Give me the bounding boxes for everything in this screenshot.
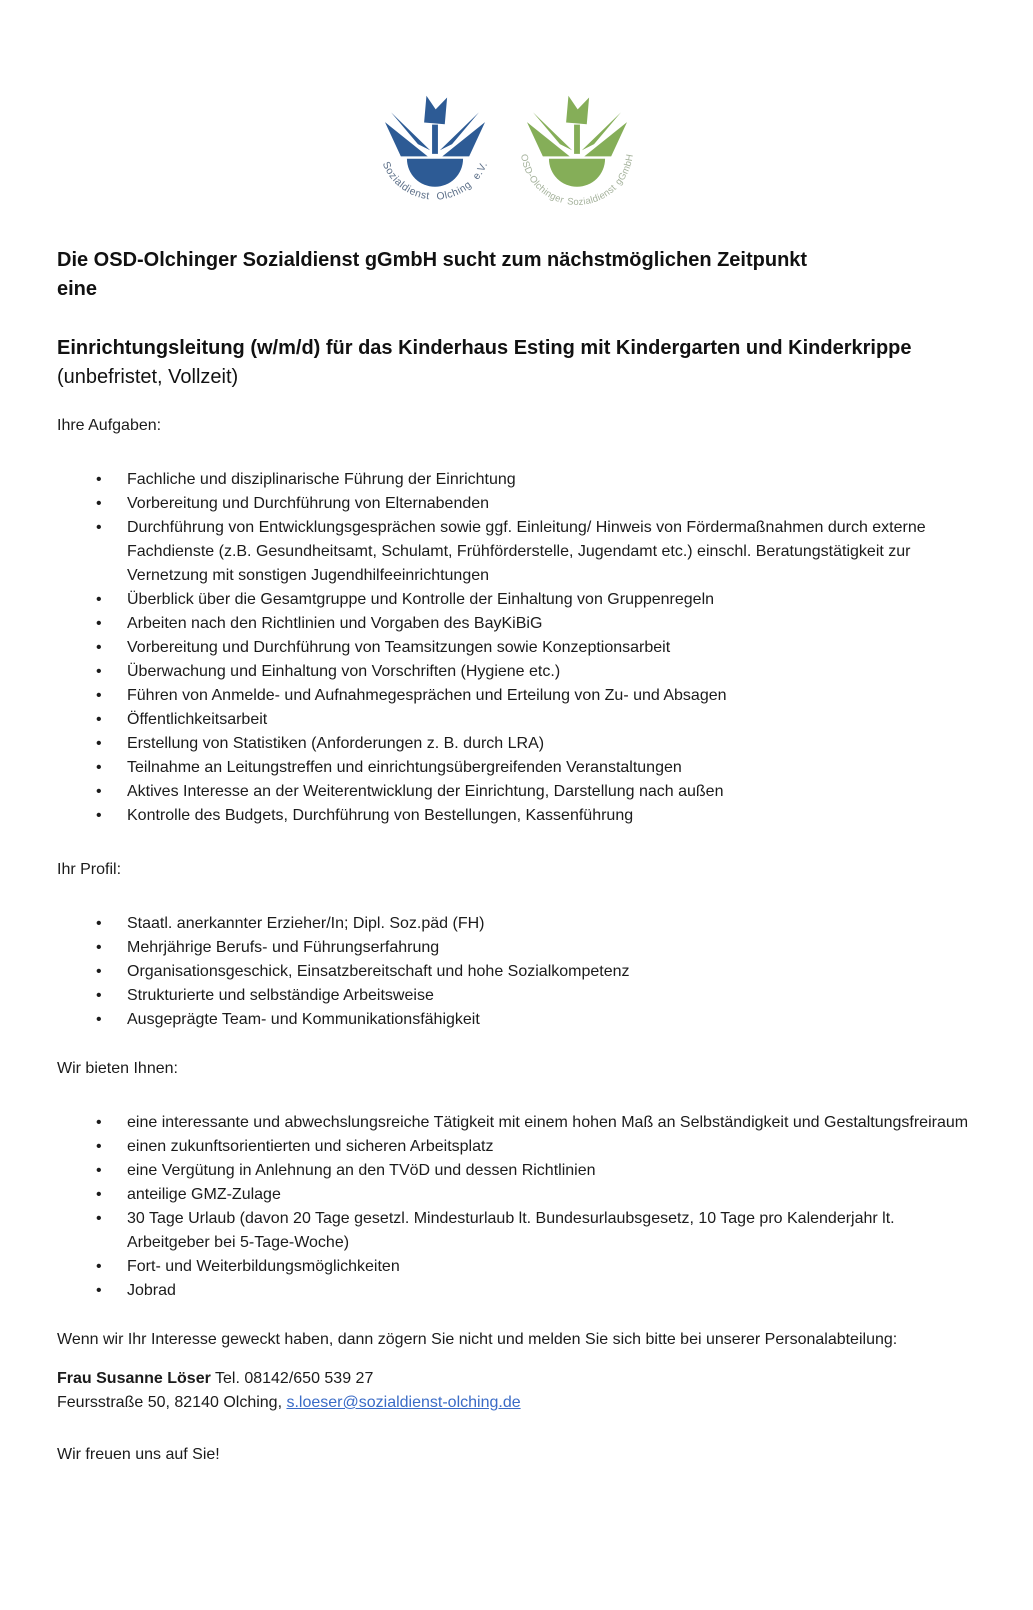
offer-item: • eine interessante und abwechslungsreiche Tätigkeit mit einem hohen Maß an Selbständigkeit und Gestaltungsfreiraum bbox=[57, 1111, 975, 1135]
tulip-base-halfcircle bbox=[549, 159, 605, 187]
job-title-bold: Einrichtungsleitung (w/m/d) für das Kinderhaus Esting mit Kindergarten und Kinderkrippe bbox=[57, 337, 912, 359]
tulip-bud bbox=[424, 96, 447, 125]
job-title-suffix: (unbefristet, Vollzeit) bbox=[57, 366, 239, 388]
offer-item: • Jobrad bbox=[57, 1279, 975, 1303]
contact-name: Frau Susanne Löser bbox=[57, 1370, 211, 1387]
intro-line-2: eine bbox=[57, 278, 98, 300]
intro-line-1: Die OSD-Olchinger Sozialdienst gGmbH sucht zum nächstmöglichen Zeitpunkt bbox=[57, 249, 808, 271]
offer-list bbox=[57, 1111, 975, 1303]
task-item: • Vorbereitung und Durchführung von Teamsitzungen sowie Konzeptionsarbeit bbox=[57, 636, 975, 660]
profile-item: • Strukturierte und selbständige Arbeitsweise bbox=[57, 984, 975, 1008]
job-title-heading bbox=[57, 334, 975, 392]
profile-item: • Mehrjährige Berufs- und Führungserfahrung bbox=[57, 936, 975, 960]
task-item: • Erstellung von Statistiken (Anforderungen z. B. durch LRA) bbox=[57, 732, 975, 756]
intro-heading bbox=[57, 246, 975, 304]
task-item: • Aktives Interesse an der Weiterentwicklung der Einrichtung, Darstellung nach außen bbox=[57, 780, 975, 804]
profile-item: • Organisationsgeschick, Einsatzbereitschaft und hohe Sozialkompetenz bbox=[57, 960, 975, 984]
tulip-emblem-green bbox=[527, 96, 627, 187]
contact-phone: Tel. 08142/650 539 27 bbox=[214, 1370, 374, 1387]
task-item: • Teilnahme an Leitungstreffen und einrichtungsübergreifenden Veranstaltungen bbox=[57, 756, 975, 780]
offer-item: • eine Vergütung in Anlehnung an den TVöD und dessen Richtlinien bbox=[57, 1159, 975, 1183]
logo-curved-text-green: OSD-Olchinger Sozialdienst gGmbH bbox=[518, 153, 636, 208]
contact-block bbox=[57, 1367, 975, 1415]
logo-osd-olchinger-ggmbh bbox=[516, 88, 638, 210]
offer-section-heading: Wir bieten Ihnen: bbox=[57, 1060, 178, 1077]
task-item: • Durchführung von Entwicklungsgesprächen sowie ggf. Einleitung/ Hinweis von Fördermaßnahmen durch externe Fachdienste (z.B. Gesundheitsamt, Schulamt, Frühförderstelle, Jugendamt etc.) einschl. Beratungstätigkeit zur Vernetzung mit sonstigen Jugendhilfeeinrichtungen bbox=[57, 516, 975, 588]
tulip-bud bbox=[566, 96, 589, 125]
logo-sozialdienst-olching-ev bbox=[374, 88, 496, 210]
task-item: • Arbeiten nach den Richtlinien und Vorgaben des BayKiBiG bbox=[57, 612, 975, 636]
tulip-stem bbox=[432, 125, 438, 154]
task-item: • Überwachung und Einhaltung von Vorschriften (Hygiene etc.) bbox=[57, 660, 975, 684]
profile-list bbox=[57, 912, 975, 1032]
offer-item: • 30 Tage Urlaub (davon 20 Tage gesetzl. Mindesturlaub lt. Bundesurlaubsgesetz, 10 Tage pro Kalenderjahr lt. Arbeitgeber bei 5-Tage-Woche) bbox=[57, 1207, 975, 1255]
task-item: • Führen von Anmelde- und Aufnahmegesprächen und Erteilung von Zu- und Absagen bbox=[57, 684, 975, 708]
task-item: • Kontrolle des Budgets, Durchführung von Bestellungen, Kassenführung bbox=[57, 804, 975, 828]
profile-section-heading: Ihr Profil: bbox=[57, 861, 122, 878]
tasks-list bbox=[57, 468, 975, 828]
tulip-emblem-blue bbox=[385, 96, 485, 187]
tulip-base-halfcircle bbox=[407, 159, 463, 187]
offer-item: • einen zukunftsorientierten und sicheren Arbeitsplatz bbox=[57, 1135, 975, 1159]
profile-item: • Ausgeprägte Team- und Kommunikationsfähigkeit bbox=[57, 1008, 975, 1032]
closing-paragraph: Wenn wir Ihr Interesse geweckt haben, dann zögern Sie nicht und melden Sie sich bitte bei unserer Personalabteilung: bbox=[57, 1331, 898, 1348]
farewell-text: Wir freuen uns auf Sie! bbox=[57, 1446, 220, 1463]
tulip-stem bbox=[574, 125, 580, 154]
task-item: • Vorbereitung und Durchführung von Elternabenden bbox=[57, 492, 975, 516]
task-item: • Öffentlichkeitsarbeit bbox=[57, 708, 975, 732]
task-item: • Überblick über die Gesamtgruppe und Kontrolle der Einhaltung von Gruppenregeln bbox=[57, 588, 975, 612]
logo-curved-text-blue: Sozialdienst Olching e.V. bbox=[379, 160, 491, 203]
logo-row bbox=[47, 88, 965, 210]
contact-address: Feursstraße 50, 82140 Olching, bbox=[57, 1394, 283, 1411]
profile-item: • Staatl. anerkannter Erzieher/In; Dipl. Soz.päd (FH) bbox=[57, 912, 975, 936]
contact-email-link[interactable]: s.loeser@sozialdienst-olching.de bbox=[286, 1394, 521, 1411]
offer-item: • Fort- und Weiterbildungsmöglichkeiten bbox=[57, 1255, 975, 1279]
tasks-section-heading: Ihre Aufgaben: bbox=[57, 417, 162, 434]
task-item: • Fachliche und disziplinarische Führung der Einrichtung bbox=[57, 468, 975, 492]
offer-item: • anteilige GMZ-Zulage bbox=[57, 1183, 975, 1207]
